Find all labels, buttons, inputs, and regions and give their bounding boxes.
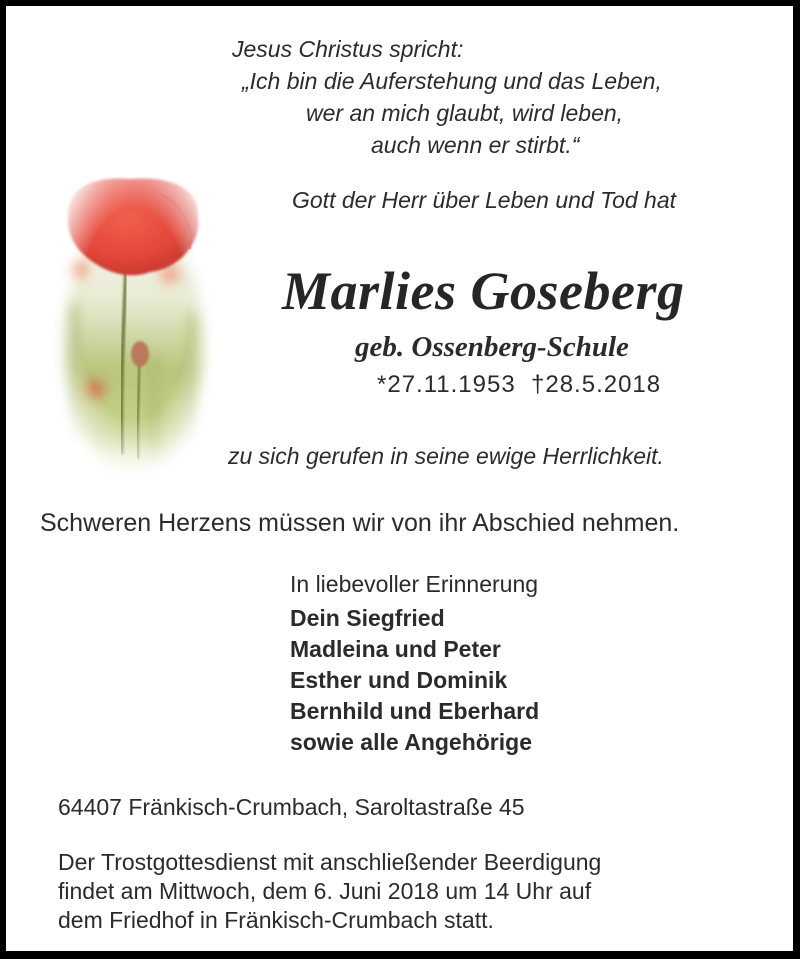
poppy-flower-image — [50, 154, 218, 474]
mourner: Dein Siegfried — [290, 605, 445, 631]
farewell-line: Schweren Herzens müssen wir von ihr Abschied nehmen. — [40, 509, 680, 537]
maiden-name: geb. Ossenberg-Schule — [355, 331, 629, 363]
obituary-notice — [6, 6, 793, 951]
quote-line-2: wer an mich glaubt, wird leben, — [306, 100, 624, 126]
mourner: Madleina und Peter — [290, 636, 501, 662]
quote-intro: Jesus Christus spricht: — [232, 36, 464, 62]
mourner: Bernhild und Eberhard — [290, 698, 540, 724]
quote-line-1: „Ich bin die Auferstehung und das Leben, — [242, 68, 662, 94]
mourner: sowie alle Angehörige — [290, 729, 532, 755]
quote-line-3: auch wenn er stirbt.“ — [371, 132, 580, 158]
service-line: dem Friedhof in Fränkisch-Crumbach statt. — [58, 907, 494, 933]
service-line: Der Trostgottesdienst mit anschließender Beerdigung — [58, 849, 602, 875]
mourner: Esther und Dominik — [290, 667, 508, 693]
memory-intro: In liebevoller Erinnerung — [290, 571, 539, 597]
service-line: findet am Mittwoch, dem 6. Juni 2018 um 14 Uhr auf — [58, 878, 592, 904]
service-info — [58, 848, 601, 935]
life-dates: *27.11.1953 †28.5.2018 — [377, 371, 662, 398]
called-home-line: zu sich gerufen in seine ewige Herrlichkeit. — [228, 443, 664, 469]
address: 64407 Fränkisch-Crumbach, Saroltastraße 45 — [58, 794, 525, 820]
mourners-list — [290, 603, 539, 758]
deceased-name: Marlies Goseberg — [282, 261, 685, 321]
intro-line: Gott der Herr über Leben und Tod hat — [292, 187, 677, 213]
